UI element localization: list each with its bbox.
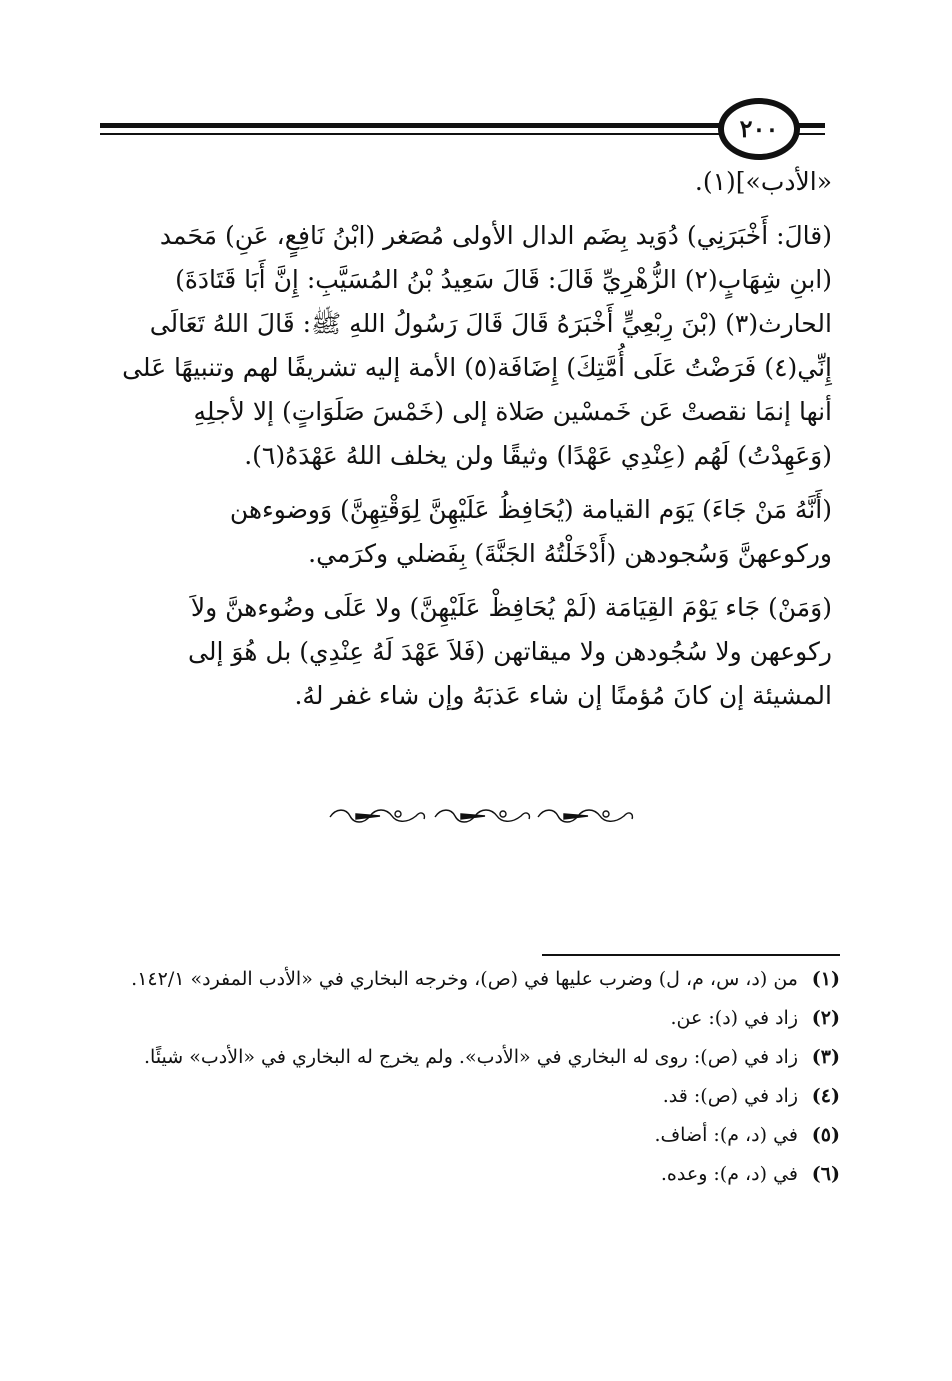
footnote-5 [110, 1118, 840, 1152]
header-rule-thin [100, 133, 825, 135]
header-rule-thick [100, 123, 825, 128]
footnotes [110, 962, 840, 1196]
footnote-4 [110, 1079, 840, 1113]
paragraph-2-line-6: (وَعَهِدْتُ) لَهُم (عِنْدِي عَهْدًا) وثيقًا ولن يخلف اللهُ عَهْدَهُ(٦). [244, 441, 832, 470]
paragraph-2-line-3: الحارث(٣) (بْنَ رِبْعِيٍّ أَخْبَرَهُ قَالَ قَالَ رَسُولُ اللهِ ﷺ: قَالَ اللهُ تَعَالَى [149, 309, 832, 338]
paragraph-1: «الأدب»](١). [694, 167, 832, 196]
footnote-number: (٢) [811, 1007, 840, 1029]
ornament-unit-left [330, 810, 424, 822]
footnote-text: من (د، س، م، ل) وضرب عليها في (ص)، وخرجه البخاري في «الأدب المفرد» ١٤٢/١. [131, 968, 798, 990]
paragraph-4-line-1: (وَمَنْ) جَاء يَوْمَ القِيَامَة (لَمْ يُحَافِظْ عَلَيْهِنَّ) ولا عَلَى وضُوءهنَّ ولاَ [190, 593, 832, 622]
page-number: ٢٠٠ [739, 114, 779, 143]
footnote-text: زاد في (ص): قد. [662, 1085, 798, 1107]
footnote-number: (٣) [811, 1046, 840, 1068]
paragraph-2-line-2: (ابنِ شِهَابٍ(٢) الزُّهْرِيِّ قَالَ: قَالَ سَعِيدُ بْنُ المُسَيَّبِ: إِنَّ أَبَا قَتَادَةَ) [175, 265, 832, 294]
footnote-number: (١) [811, 968, 840, 990]
paragraph-2-line-5: أنها إنمَا نقصتْ عَن خَمسْين صَلاة إلى (خَمْسَ صَلَوَاتٍ) إلا لأجلِهِ [193, 397, 832, 426]
ornament-unit-middle [435, 810, 529, 822]
footnote-text: في (د، م): وعده. [660, 1163, 798, 1185]
footnote-number: (٦) [811, 1163, 840, 1185]
paragraph-3-line-2: وركوعهنَّ وَسُجودهن (أَدْخَلْتُهُ الجَنَّةَ) بِفَضلي وكرَمي. [308, 539, 832, 568]
footnote-text: زاد في (د): عن. [670, 1007, 798, 1029]
main-text [98, 160, 832, 718]
paragraph-2-line-4: إِنِّي(٤) فَرَضْتُ عَلَى أُمَّتِكَ) إِضَافَة(٥) الأمة إليه تشريفًا لهم وتنبيهًا عَلى [122, 353, 832, 382]
footnote-1 [110, 962, 840, 996]
footnote-text: زاد في (ص): روى له البخاري في «الأدب». ولم يخرج له البخاري في «الأدب» شيئًا. [144, 1046, 798, 1068]
ornament-divider-icon [326, 804, 636, 828]
footnote-6 [110, 1157, 840, 1191]
footnote-2 [110, 1001, 840, 1035]
footnote-number: (٥) [811, 1124, 840, 1146]
paragraph-4-line-2: ركوعهن ولا سُجُودهن ولا ميقاتهن (فَلاَ عَهْدَ لَهُ عِنْدِي) بل هُوَ إلى [188, 637, 832, 666]
paragraph-2-line-1: (قالَ: أَخْبَرَنِي) دُوَيد بِضَم الدال الأولى مُصَغر (ابْنُ نَافِعٍ، عَنِ) مَحَمد [159, 221, 832, 250]
footnote-3 [110, 1040, 840, 1074]
footnote-text: في (د، م): أضاف. [654, 1124, 798, 1146]
page-number-badge [718, 98, 800, 160]
ornament-unit-right [538, 810, 632, 822]
paragraph-4-line-3: المشيئة إن كانَ مُؤمنًا إن شاء عَذبَهُ وإن شاء غفر لهُ. [294, 681, 832, 710]
footnote-number: (٤) [811, 1085, 840, 1107]
footnote-separator [542, 954, 840, 956]
paragraph-3-line-1: (أَنَّهُ مَنْ جَاءَ) يَوَم القيامة (يُحَافِظُ عَلَيْهِنَّ لِوَقْتِهِنَّ) وَوضوءهن [229, 495, 832, 524]
